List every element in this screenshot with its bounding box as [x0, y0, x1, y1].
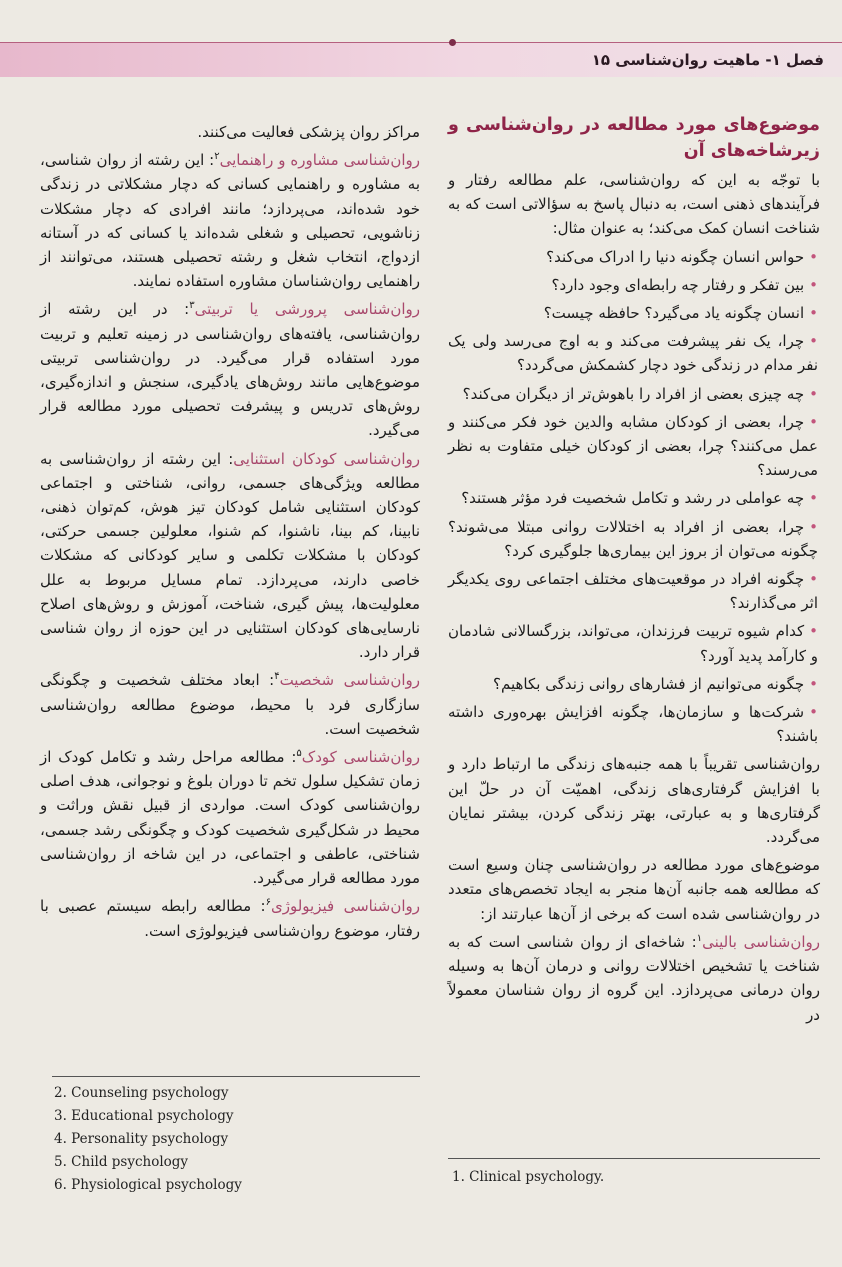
subfield-text: : ابعاد مختلف شخصیت و چگونگی سازگاری فرد با محیط، موضوع مطالعه روان‌شناسی شخصیت است. [40, 671, 420, 738]
subfield-text: : در این رشته از روان‌شناسی، یافته‌های روان‌شناسی در زمینه تعلیم و تربیت مورد استفاده قرار می‌گیرد. در روان‌شناسی تربیتی موضوع‌هایی مانند روش‌های یادگیری، سنجش و اندازه‌گیری، روش‌های تدریس و پیشرفت تحصیلی مورد مطالعه قرار می‌گیرد. [40, 300, 420, 440]
term-exceptional: روان‌شناسی کودکان استثنایی [233, 449, 420, 468]
footnote-item: 5. Child psychology [54, 1154, 189, 1170]
subfield-paragraph [40, 745, 420, 890]
footnote-ref: ۲ [214, 151, 220, 163]
footnote-item: 2. Counseling psychology [54, 1085, 229, 1101]
left-footnotes [54, 1082, 242, 1197]
list-item: • چگونه افراد در موقعیت‌های مختلف اجتماعی روی یکدیگر اثر می‌گذارند؟ [448, 567, 820, 615]
list-item: • شرکت‌ها و سازمان‌ها، چگونه افزایش بهره‌وری داشته باشند؟ [448, 700, 820, 748]
header-dot-ornament [449, 39, 456, 46]
running-header: فصل ۱- ماهیت روان‌شناسی ۱۵ [591, 51, 824, 69]
subfield-text: : مطالعه مراحل رشد و تکامل کودک از زمان تشکیل سلول تخم تا دوران بلوغ و نوجوانی، هدف اصلی روان‌شناسی کودک است. مواردی از قبیل نقش وراثت و محیط در شکل‌گیری شخصیت کودک و چگونگی رشد جسمی، شناختی، عاطفی و اجتماعی، در این شاخه از روان‌شناسی مورد مطالعه قرار می‌گیرد. [40, 748, 420, 888]
term-child: روان‌شناسی کودک [301, 748, 420, 767]
footnote-ref: ۵ [296, 748, 302, 760]
subfield-paragraph [40, 447, 420, 665]
term-educational: روان‌شناسی پرورشی یا تربیتی [194, 300, 420, 319]
list-item: • بین تفکر و رفتار چه رابطه‌ای وجود دارد؟ [448, 273, 820, 297]
subfield-paragraph [40, 148, 420, 293]
list-item: • چرا، یک نفر پیشرفت می‌کند و به اوج می‌رسد ولی یک نفر مدام در زندگی خود دچار کشمکش می‌گردد؟ [448, 329, 820, 377]
right-column [448, 112, 820, 1031]
clinical-paragraph [448, 930, 820, 1027]
list-item: • چرا، بعضی از کودکان مشابه والدین خود فکر می‌کنند و عمل می‌کنند؟ چرا، بعضی از کودکان خیلی متفاوت به نظر می‌رسند؟ [448, 410, 820, 483]
footnote-item: 3. Educational psychology [54, 1108, 234, 1124]
term-clinical: روان‌شناسی بالینی [702, 932, 820, 951]
term-counseling: روان‌شناسی مشاوره و راهنمایی [219, 151, 420, 170]
intro-paragraph: با توجّه به این که روان‌شناسی، علم مطالعه رفتار و فرآیندهای ذهنی است، به دنبال پاسخ به سؤالاتی است که به شناخت انسان کمک می‌کند؛ به عنوان مثال: [448, 171, 820, 238]
list-item: • حواس انسان چگونه دنیا را ادراک می‌کند؟ [448, 245, 820, 269]
list-item: • انسان چگونه یاد می‌گیرد؟ حافظه چیست؟ [448, 301, 820, 325]
continued-paragraph: مراکز روان پزشکی فعالیت می‌کنند. [197, 123, 420, 141]
list-item: • چه چیزی بعضی از افراد را باهوش‌تر از دیگران می‌کند؟ [448, 382, 820, 406]
clinical-text: : شاخه‌ای از روان شناسی است که به شناخت یا تشخیص اختلالات روانی و درمان آن‌ها به وسیله روان درمانی می‌پردازد. این گروه از روان شناسان معمولاً در [448, 932, 820, 1024]
subfield-text: : این رشته از روان شناسی، به مشاوره و راهنمایی کسانی که دچار مشکلاتی در زندگی خود شده‌اند، می‌پردازد؛ مانند افرادی که دچار مشکلات زناشویی، تحصیلی و شغلی شده‌اند یا کسانی که در آستانه ازدواج، انتخاب شغل و رشته تحصیلی هستند، می‌توانند از راهنمایی روان‌شناسان مشاوره استفاده نمایند. [40, 151, 420, 291]
footnote-ref: ۶ [265, 897, 271, 909]
footnote-item: 4. Personality psychology [54, 1131, 229, 1147]
list-item: • کدام شیوه تربیت فرزندان، می‌تواند، بزرگسالانی شادمان و کارآمد پدید آورد؟ [448, 619, 820, 667]
question-list [448, 245, 820, 749]
list-item: • چه عواملی در رشد و تکامل شخصیت فرد مؤثر هستند؟ [448, 486, 820, 510]
section-heading: موضوع‌های مورد مطالعه در روان‌شناسی و زیرشاخه‌های آن [448, 115, 820, 161]
left-column [40, 120, 420, 947]
term-physiological: روان‌شناسی فیزیولوژی [270, 897, 420, 916]
list-item: • چگونه می‌توانیم از فشارهای روانی زندگی بکاهیم؟ [448, 672, 820, 696]
subfield-text: : این رشته از روان‌شناسی به مطالعه ویژگی‌های جسمی، روانی، شناختی و اجتماعی کودکان استثنایی شامل کودکان تیز هوش، کم‌توان ذهنی، نابینا، کم بینا، ناشنوا، کم شنوا، معلولین جسمی حرکتی، کودکان با مشکلات تکلمی و سایر کودکانی که مشکلات خاصی دارند، می‌پردازد. تمام مسایل مربوط به علل معلولیت‌ها، پیش گیری، شناخت، آموزش و روش‌های اصلاح نارسایی‌های کودکان استثنایی در این حوزه از روان شناسی قرار دارد. [40, 449, 420, 662]
subfield-paragraph [40, 894, 420, 942]
footnote-divider [52, 1076, 420, 1077]
subfield-text: : مطالعه رابطه سیستم عصبی با رفتار، موضوع روان‌شناسی فیزیولوژی است. [40, 897, 420, 940]
body-paragraph: روان‌شناسی تقریباً با همه جنبه‌های زندگی ما ارتباط دارد و با افزایش گرفتاری‌های زندگی، اهمیّت آن در حلّ این گرفتاری‌ها و به عبارتی، بهتر زندگی کردن، بیشتر نمایان می‌گردد. [448, 755, 820, 847]
footnote-item: 6. Physiological psychology [54, 1177, 242, 1193]
subfield-paragraph [40, 668, 420, 741]
list-item: • چرا، بعضی از افراد به اختلالات روانی مبتلا می‌شوند؟ چگونه می‌توان از بروز این بیماری‌ها جلوگیری کرد؟ [448, 515, 820, 563]
term-personality: روان‌شناسی شخصیت [279, 671, 420, 690]
footnote-ref: ۳ [189, 300, 195, 312]
right-footnotes [452, 1166, 604, 1189]
footnote-item: 1. Clinical psychology. [452, 1169, 605, 1185]
footnote-divider [448, 1158, 820, 1159]
body-paragraph: موضوع‌های مورد مطالعه در روان‌شناسی چنان وسیع است که مطالعه همه جانبه آن‌ها منجر به ایجاد تخصص‌های متعدد در روان‌شناسی شده است که برخی از آن‌ها عبارتند از: [448, 856, 820, 923]
footnote-ref: ۴ [274, 671, 280, 683]
chapter-header-bar [0, 42, 842, 77]
footnote-ref: ۱ [696, 932, 703, 944]
subfield-paragraph [40, 297, 420, 442]
